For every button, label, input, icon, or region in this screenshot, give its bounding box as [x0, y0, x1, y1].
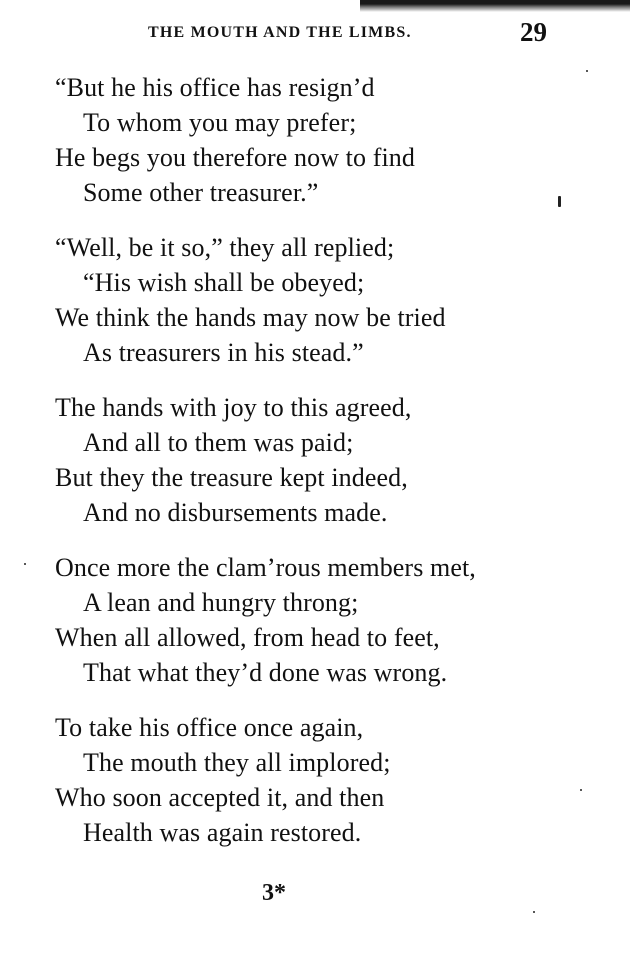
poem-line: To take his office once again,: [55, 713, 364, 742]
poem-line: As treasurers in his stead.”: [83, 338, 364, 367]
poem-line: “His wish shall be obeyed;: [83, 268, 365, 297]
running-title: THE MOUTH AND THE LIMBS.: [148, 24, 412, 41]
ink-speck: [580, 789, 582, 791]
poem-line: And no disbursements made.: [83, 498, 388, 527]
poem-line: The hands with joy to this agreed,: [55, 393, 412, 422]
stanza-2: [55, 230, 615, 370]
stanza-4: [55, 550, 615, 690]
poem-line: Who soon accepted it, and then: [55, 783, 385, 812]
poem-line: The mouth they all implored;: [83, 748, 391, 777]
poem-line: And all to them was paid;: [83, 428, 354, 457]
poem-line: Some other treasurer.”: [83, 178, 319, 207]
poem: [55, 70, 615, 870]
page-top-shadow: [360, 0, 630, 12]
poem-line: “But he his office has resign’d: [55, 73, 375, 102]
page-number: 29: [520, 17, 547, 47]
ink-speck: [558, 196, 561, 207]
poem-line: We think the hands may now be tried: [55, 303, 446, 332]
stanza-3: [55, 390, 615, 530]
ink-speck: [586, 70, 588, 72]
ink-speck: [533, 911, 535, 913]
poem-line: He begs you therefore now to find: [55, 143, 415, 172]
poem-line: Once more the clam’rous members met,: [55, 553, 476, 582]
poem-line: But they the treasure kept indeed,: [55, 463, 408, 492]
stanza-5: [55, 710, 615, 850]
poem-line: That what they’d done was wrong.: [83, 658, 448, 687]
poem-line: “Well, be it so,” they all replied;: [55, 233, 395, 262]
stanza-1: [55, 70, 615, 210]
poem-line: A lean and hungry throng;: [83, 588, 359, 617]
poem-line: Health was again restored.: [83, 818, 362, 847]
poem-line: When all allowed, from head to feet,: [55, 623, 440, 652]
ink-speck: [24, 563, 26, 565]
signature-mark: 3*: [262, 880, 286, 906]
poem-line: To whom you may prefer;: [83, 108, 357, 137]
